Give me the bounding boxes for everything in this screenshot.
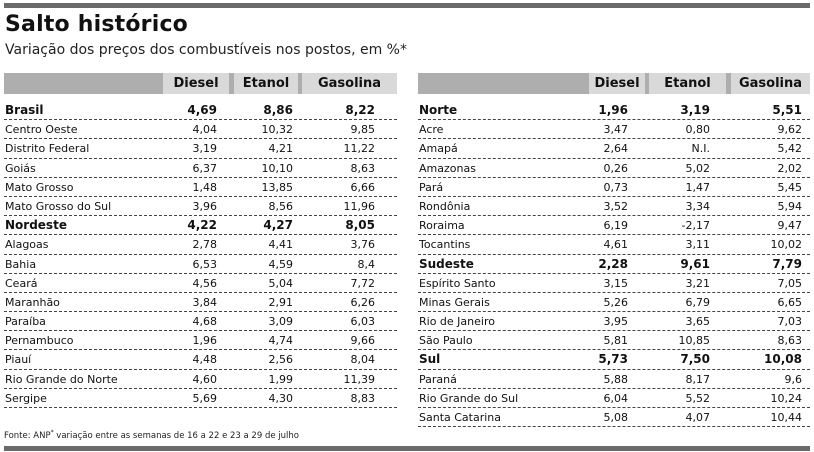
state-row: [4, 236, 397, 255]
cell-etanol: 13,85: [261, 180, 293, 194]
cell-gasolina: 11,96: [343, 199, 375, 213]
row-name: Ceará: [5, 276, 38, 290]
cell-diesel: 3,84: [192, 295, 217, 309]
cell-diesel: 3,96: [192, 199, 217, 213]
cell-diesel: 2,64: [603, 142, 628, 156]
cell-gasolina: 9,6: [784, 372, 802, 386]
cell-gasolina: 8,04: [350, 353, 375, 367]
region-row: [418, 102, 810, 121]
state-row: [418, 160, 810, 179]
cell-gasolina: 10,44: [770, 411, 802, 424]
row-name: Paraná: [419, 372, 457, 386]
cell-diesel: 3,52: [603, 199, 628, 213]
state-row: [4, 256, 397, 275]
row-name: Goiás: [5, 161, 36, 175]
state-row: [4, 121, 397, 140]
state-row: [418, 236, 810, 255]
cell-gasolina: 6,26: [350, 295, 375, 309]
header-etanol: Etanol: [649, 73, 726, 94]
state-row: [4, 160, 397, 179]
source-prefix: Fonte: ANP: [4, 430, 51, 441]
cell-diesel: 3,15: [603, 276, 628, 290]
cell-diesel: 5,26: [603, 295, 628, 309]
cell-diesel: 5,69: [192, 391, 217, 405]
state-row: [4, 313, 397, 332]
cell-gasolina: 8,83: [350, 391, 375, 405]
row-name: Amapá: [419, 142, 458, 156]
cell-etanol: 4,59: [268, 257, 293, 271]
bottom-rule: [4, 446, 810, 451]
row-name: Distrito Federal: [5, 142, 90, 156]
cell-gasolina: 11,39: [343, 372, 375, 386]
cell-etanol: N.I.: [691, 142, 710, 156]
cell-etanol: 10,85: [678, 334, 710, 348]
state-row: [418, 140, 810, 159]
cell-gasolina: 10,08: [764, 352, 802, 367]
cell-etanol: 9,61: [680, 256, 710, 271]
cell-etanol: 4,74: [268, 334, 293, 348]
state-row: [4, 332, 397, 351]
row-name: Norte: [419, 103, 458, 117]
cell-gasolina: 8,63: [777, 334, 802, 348]
page-subtitle: Variação dos preços dos combustíveis nos postos, em %*: [5, 42, 407, 58]
header-diesel: Diesel: [589, 73, 645, 94]
cell-gasolina: 8,22: [345, 103, 375, 117]
cell-diesel: 1,96: [192, 334, 217, 348]
row-name: Sergipe: [5, 391, 47, 405]
cell-etanol: 1,99: [268, 372, 293, 386]
cell-diesel: 6,19: [603, 219, 628, 233]
region-row: [4, 217, 397, 236]
row-name: Sul: [419, 352, 441, 367]
cell-etanol: 10,32: [261, 123, 293, 137]
source-text: variação entre as semanas de 16 a 22 e 23 a 29 de julho: [53, 430, 299, 441]
row-name: Alagoas: [5, 238, 49, 252]
row-name: Maranhão: [5, 295, 60, 309]
cell-gasolina: 6,66: [350, 180, 375, 194]
state-row: [418, 179, 810, 198]
cell-etanol: 3,19: [680, 103, 710, 117]
cell-gasolina: 5,45: [777, 180, 802, 194]
cell-etanol: 4,27: [263, 218, 293, 233]
region-row: [418, 351, 810, 370]
cell-gasolina: 8,63: [350, 161, 375, 175]
cell-etanol: 2,56: [268, 353, 293, 367]
cell-etanol: 0,80: [685, 123, 710, 137]
header-etanol: Etanol: [234, 73, 298, 94]
row-name: Tocantins: [419, 238, 471, 252]
state-row: [4, 198, 397, 217]
cell-diesel: 6,37: [192, 161, 217, 175]
cell-diesel: 0,73: [603, 180, 628, 194]
state-row: [418, 313, 810, 332]
row-name: Rio de Janeiro: [419, 315, 495, 329]
cell-gasolina: 7,72: [350, 276, 375, 290]
state-row: [418, 275, 810, 294]
cell-diesel: 2,28: [598, 256, 628, 271]
region-row: [418, 256, 810, 275]
state-row: [4, 390, 397, 409]
cell-etanol: 3,65: [685, 315, 710, 329]
state-row: [418, 217, 810, 236]
row-name: Espírito Santo: [419, 276, 496, 290]
cell-diesel: 5,88: [603, 372, 628, 386]
cell-diesel: 4,56: [192, 276, 217, 290]
cell-gasolina: 5,51: [772, 103, 802, 117]
row-name: São Paulo: [419, 334, 473, 348]
cell-etanol: 3,34: [685, 199, 710, 213]
cell-etanol: 1,47: [685, 180, 710, 194]
row-name: Pernambuco: [5, 334, 74, 348]
row-name: Centro Oeste: [5, 123, 78, 137]
cell-diesel: 4,48: [192, 353, 217, 367]
cell-diesel: 5,73: [598, 352, 628, 367]
state-row: [418, 332, 810, 351]
cell-etanol: 8,86: [263, 103, 293, 117]
cell-diesel: 1,96: [598, 103, 628, 117]
table-body: [4, 102, 397, 409]
cell-etanol: 2,91: [268, 295, 293, 309]
cell-gasolina: 6,03: [350, 315, 375, 329]
state-row: [418, 121, 810, 140]
row-name: Brasil: [5, 103, 44, 117]
cell-diesel: 4,04: [192, 123, 217, 137]
cell-etanol: 6,79: [685, 295, 710, 309]
cell-etanol: 7,50: [680, 352, 710, 367]
cell-gasolina: 9,66: [350, 334, 375, 348]
table-header: [4, 73, 397, 94]
cell-etanol: 3,11: [685, 238, 710, 252]
cell-gasolina: 9,47: [777, 219, 802, 233]
cell-etanol: 3,21: [685, 276, 710, 290]
cell-gasolina: 6,65: [777, 295, 802, 309]
table-right: [418, 73, 810, 428]
state-row: [4, 351, 397, 370]
cell-diesel: 4,60: [192, 372, 217, 386]
cell-gasolina: 5,42: [777, 142, 802, 156]
cell-diesel: 5,08: [603, 411, 628, 424]
table-left: [4, 73, 397, 409]
row-name: Minas Gerais: [419, 295, 490, 309]
state-row: [418, 409, 810, 428]
cell-diesel: 2,78: [192, 238, 217, 252]
row-name: Piauí: [5, 353, 32, 367]
cell-gasolina: 9,85: [350, 123, 375, 137]
header-gasolina: Gasolina: [302, 73, 397, 94]
cell-diesel: 0,26: [603, 161, 628, 175]
table-header: [418, 73, 810, 94]
cell-diesel: 6,04: [603, 391, 628, 405]
cell-etanol: 4,21: [268, 142, 293, 156]
cell-etanol: 4,07: [685, 411, 710, 424]
cell-diesel: 3,95: [603, 315, 628, 329]
cell-diesel: 5,81: [603, 334, 628, 348]
cell-etanol: 5,04: [268, 276, 293, 290]
state-row: [418, 294, 810, 313]
row-name: Santa Catarina: [419, 411, 502, 424]
state-row: [418, 371, 810, 390]
cell-gasolina: 11,22: [343, 142, 375, 156]
page-title: Salto histórico: [5, 12, 188, 37]
row-name: Bahia: [5, 257, 37, 271]
cell-gasolina: 3,76: [350, 238, 375, 252]
cell-gasolina: 2,02: [777, 161, 802, 175]
row-name: Amazonas: [419, 161, 476, 175]
source-note: [4, 429, 299, 441]
cell-gasolina: 7,79: [772, 256, 802, 271]
cell-etanol: 4,30: [268, 391, 293, 405]
state-row: [4, 140, 397, 159]
cell-etanol: 5,02: [685, 161, 710, 175]
state-row: [418, 390, 810, 409]
row-name: Rondônia: [419, 199, 471, 213]
cell-gasolina: 7,05: [777, 276, 802, 290]
state-row: [4, 294, 397, 313]
cell-diesel: 4,61: [603, 238, 628, 252]
state-row: [4, 179, 397, 198]
cell-gasolina: 9,62: [777, 123, 802, 137]
cell-gasolina: 7,03: [777, 315, 802, 329]
cell-gasolina: 5,94: [777, 199, 802, 213]
cell-diesel: 4,22: [187, 218, 217, 233]
header-gasolina: Gasolina: [731, 73, 810, 94]
cell-gasolina: 8,4: [357, 257, 375, 271]
cell-diesel: 1,48: [192, 180, 217, 194]
top-rule: [4, 3, 810, 8]
row-name: Acre: [419, 123, 444, 137]
cell-etanol: 4,41: [268, 238, 293, 252]
header-diesel: Diesel: [163, 73, 229, 94]
cell-gasolina: 10,02: [770, 238, 802, 252]
state-row: [4, 275, 397, 294]
cell-diesel: 4,69: [187, 103, 217, 117]
row-name: Roraima: [419, 219, 465, 233]
row-name: Sudeste: [419, 256, 474, 271]
table-body: [418, 102, 810, 428]
row-name: Nordeste: [5, 218, 67, 233]
cell-etanol: 5,52: [685, 391, 710, 405]
row-name: Rio Grande do Norte: [5, 372, 118, 386]
cell-diesel: 3,47: [603, 123, 628, 137]
region-row: [4, 102, 397, 121]
cell-etanol: -2,17: [681, 219, 710, 233]
cell-diesel: 4,68: [192, 315, 217, 329]
row-name: Mato Grosso: [5, 180, 74, 194]
row-name: Paraíba: [5, 315, 46, 329]
source-mark: *: [50, 429, 54, 436]
cell-gasolina: 10,24: [770, 391, 802, 405]
cell-etanol: 3,09: [268, 315, 293, 329]
cell-diesel: 3,19: [192, 142, 217, 156]
cell-gasolina: 8,05: [345, 218, 375, 233]
state-row: [418, 198, 810, 217]
cell-etanol: 8,56: [268, 199, 293, 213]
cell-etanol: 8,17: [685, 372, 710, 386]
row-name: Rio Grande do Sul: [419, 391, 519, 405]
cell-etanol: 10,10: [261, 161, 293, 175]
state-row: [4, 371, 397, 390]
row-name: Mato Grosso do Sul: [5, 199, 112, 213]
row-name: Pará: [419, 180, 444, 194]
cell-diesel: 6,53: [192, 257, 217, 271]
